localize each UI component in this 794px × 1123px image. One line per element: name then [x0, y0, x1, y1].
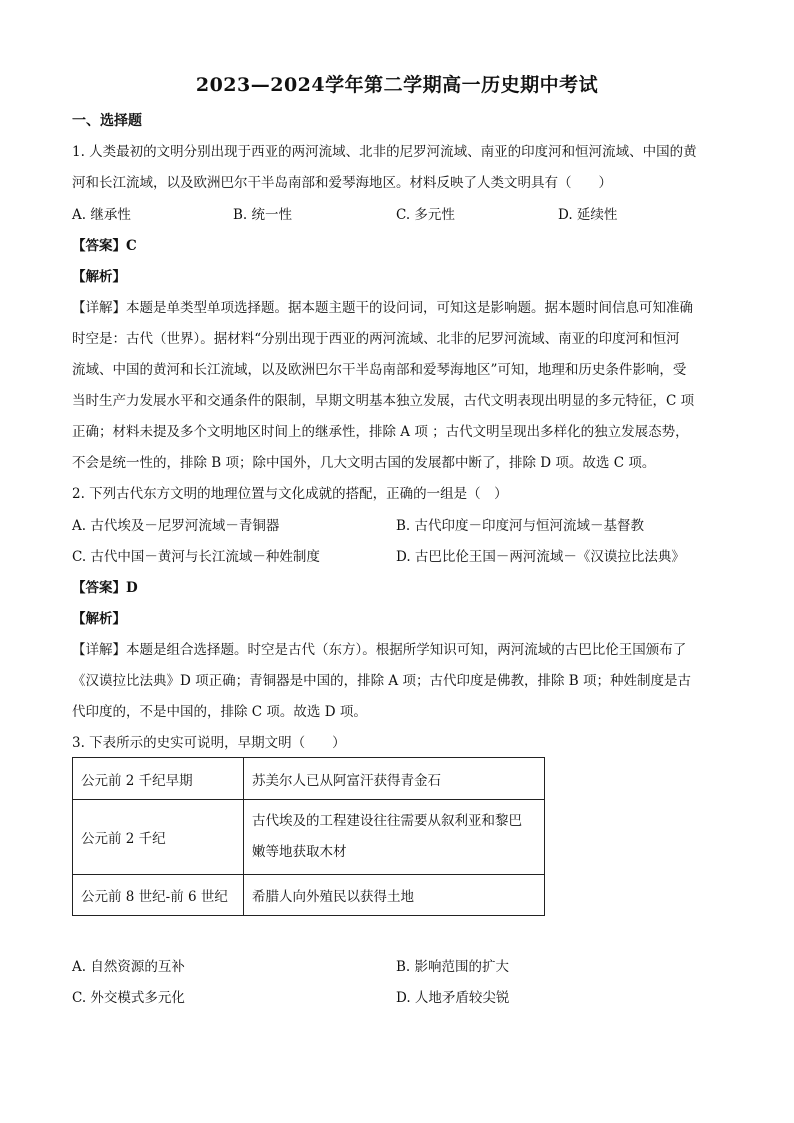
table-row — [73, 800, 545, 875]
table-row — [73, 758, 545, 800]
q2-detail-line: 【详解】本题是组合选择题。时空是古代（东方）。根据所学知识可知，两河流域的古巴比伦王国颁布了 — [72, 642, 687, 658]
q1-detail-line: 【详解】本题是单类型单项选择题。据本题主题干的设问词，可知这是影响题。据本题时间信息可知准确 — [72, 300, 693, 316]
fact-line: 嫩等地获取木材 — [252, 844, 347, 860]
q3-option-d: D. 人地矛盾较尖锐 — [396, 990, 510, 1006]
q1-stem-line2: 河和长江流域，以及欧洲巴尔干半岛南部和爱琴海地区。材料反映了人类文明具有（ ） — [72, 175, 612, 191]
q2-answer: 【答案】D — [72, 580, 138, 596]
q3-table — [72, 757, 545, 916]
q2-option-b: B. 古代印度－印度河与恒河流域－基督教 — [396, 518, 645, 534]
table-cell-fact — [244, 758, 545, 800]
q1-option-d: D. 延续性 — [558, 207, 618, 223]
fact-line: 希腊人向外殖民以获得土地 — [252, 889, 414, 905]
q2-option-a: A. 古代埃及－尼罗河流域－青铜器 — [72, 518, 280, 534]
fact-line: 古代埃及的工程建设往往需要从叙利亚和黎巴 — [252, 813, 522, 829]
table-cell-period: 公元前 2 千纪早期 — [73, 758, 244, 800]
q3-option-a: A. 自然资源的互补 — [72, 959, 185, 975]
q2-stem: 2. 下列古代东方文明的地理位置与文化成就的搭配，正确的一组是（ ） — [72, 486, 508, 502]
table-cell-period: 公元前 2 千纪 — [73, 800, 244, 875]
fact-line: 苏美尔人已从阿富汗获得青金石 — [252, 772, 441, 789]
table-row — [73, 875, 545, 916]
q2-analysis-label: 【解析】 — [72, 611, 126, 627]
q2-detail-line: 代印度的，不是中国的，排除 C 项。故选 D 项。 — [72, 704, 367, 720]
q3-stem: 3. 下表所示的史实可说明，早期文明（ ） — [72, 735, 346, 751]
q1-option-b: B. 统一性 — [233, 207, 293, 223]
q2-option-d: D. 古巴比伦王国－两河流域－《汉谟拉比法典》 — [396, 549, 685, 565]
q2-option-c: C. 古代中国－黄河与长江流域－种姓制度 — [72, 549, 320, 565]
q3-option-c: C. 外交模式多元化 — [72, 990, 185, 1006]
q1-stem-line1: 1. 人类最初的文明分别出现于西亚的两河流域、北非的尼罗河流域、南亚的印度河和恒河流域、中国的黄 — [72, 144, 697, 160]
q3-option-b: B. 影响范围的扩大 — [396, 959, 510, 975]
q1-detail-line: 当时生产力发展水平和交通条件的限制，早期文明基本独立发展，古代文明表现出明显的多元特征，C 项 — [72, 393, 695, 409]
q1-detail-line: 不会是统一性的，排除 B 项；除中国外，几大文明古国的发展都中断了，排除 D 项。故选 C 项。 — [72, 455, 656, 471]
table-cell-fact — [244, 875, 545, 916]
q1-detail-line: 正确；材料未提及多个文明地区时间上的继承性，排除 A 项 ；古代文明呈现出多样化的独立发展态势， — [72, 424, 689, 440]
q1-analysis-label: 【解析】 — [72, 269, 126, 285]
q1-option-a: A. 继承性 — [72, 207, 131, 223]
table-cell-fact — [244, 800, 545, 875]
q1-option-c: C. 多元性 — [396, 207, 455, 223]
q1-detail-line: 流域、中国的黄河和长江流域，以及欧洲巴尔干半岛南部和爱琴海地区”可知，地理和历史条件影响，受 — [72, 362, 687, 378]
table-cell-period: 公元前 8 世纪-前 6 世纪 — [73, 875, 244, 916]
q2-detail-line: 《汉谟拉比法典》D 项正确；青铜器是中国的，排除 A 项；古代印度是佛教，排除 B 项；种姓制度是古 — [72, 673, 691, 689]
q1-detail-line: 时空是：古代（世界）。据材料“分别出现于西亚的两河流域、北非的尼罗河流域、南亚的印度河和恒河 — [72, 331, 680, 347]
exam-title: 2023—2024学年第二学期高一历史期中考试 — [195, 74, 599, 96]
section-heading: 一、选择题 — [72, 113, 142, 129]
q1-answer: 【答案】C — [72, 238, 137, 254]
